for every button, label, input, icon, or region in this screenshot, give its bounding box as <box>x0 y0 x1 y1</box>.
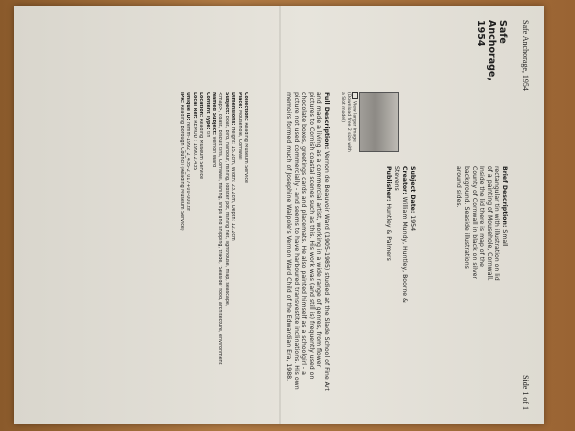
brief-description <box>455 166 508 282</box>
detail-label: Collection: <box>243 92 248 121</box>
meta-row <box>408 166 416 316</box>
detail-value: Reading Museum Service <box>243 122 248 183</box>
detail-row <box>184 92 190 392</box>
detail-value: Reading Borough Council (Reading Museum Service) <box>178 104 184 231</box>
detail-value: REMOD : 1990.2.435 <box>191 120 197 171</box>
page-header-title: Safe Anchorage, 1954 <box>521 20 530 91</box>
detail-row <box>235 92 241 392</box>
detail-label: Subject: <box>223 92 229 115</box>
detail-row <box>203 92 209 392</box>
meta-row <box>392 166 408 316</box>
detail-value: tin <box>204 131 210 138</box>
full-description <box>284 92 330 392</box>
page-header-page-number: Side 1 of 1 <box>521 375 530 410</box>
detail-label: Dimensions: <box>230 92 236 126</box>
meta-label: Subject Date: <box>409 166 416 214</box>
detail-row <box>229 92 235 392</box>
detail-row <box>222 92 228 392</box>
detail-label: Location: <box>198 92 204 117</box>
brief-description-label: Brief Description: <box>501 166 508 228</box>
thumbnail-caption-text: View larger image (Download free 2 size with a Slot model) <box>340 92 357 152</box>
detail-value: boat, bird, harbour, fishing, lobster pot, fishing net, lighthouse, map, seascape, <box>223 115 229 307</box>
detail-value: Vernon Ward <box>210 136 216 168</box>
document-sheet <box>14 6 544 424</box>
detail-label: Unique ID: <box>185 92 191 121</box>
detail-label: IPR: <box>178 92 184 103</box>
thumbnail-caption[interactable] <box>340 92 358 156</box>
detail-label: Named Subject: <box>210 92 216 135</box>
meta-value: Huntley & Palmers <box>385 203 392 261</box>
brief-description-text: Small rectangular tin with illustration on lid of a painting of Mousehole, Cornwall. Inside the lid there is map of the County of Cornwall in black on silver background. Seaside illustrations around sides. <box>455 166 508 281</box>
meta-value: 1954 <box>409 215 416 232</box>
full-description-text: Vernon de Beauvoir Ward (1905-1985) studied at the Slade School of Fine Art and made a living as a commercial artist, working in a wide range of genres, from flower pictures to Cornish coastal scenes such as this. His work was (and still is) frequently used on chocolate boxes, greetings cards and placemats. He also painted himself as a schoolgirl - a picture not used commercially - and seems to have harboured transvestite inclinations. His own memoirs formed much of Josephine Walpole's Vernon Ward Child of the Edwardian Era, 1988. <box>285 92 330 391</box>
detail-value: <map>, coast, biscuit tins, Cornwall, fishing, ships and shipping, trade, 'Seaside' food, architecture, environment <box>217 92 223 365</box>
enlarge-icon <box>352 92 358 99</box>
document-page <box>14 6 544 424</box>
meta-label: Publisher: <box>385 166 392 202</box>
meta-value: William Mundy, Huntley, Boorne & Stevens <box>393 166 408 303</box>
meta-label: Creator: <box>401 166 408 195</box>
detail-label: Place: <box>236 92 242 109</box>
detail-value: Height: 15.2cm, Width: 23.2cm, Depth: 12.2cm <box>230 126 236 241</box>
metadata-block <box>384 166 416 316</box>
thumbnail-image[interactable] <box>359 92 399 152</box>
detail-row <box>178 92 184 392</box>
full-description-label: Full Description: <box>323 92 330 150</box>
detail-row <box>197 92 203 392</box>
detail-row <box>242 92 248 392</box>
detail-value: remm-1992_2_435-2_017+00-000.tif <box>185 121 191 211</box>
detail-value: Reading Museum Service <box>198 118 204 180</box>
detail-row <box>216 92 222 392</box>
detail-value: Mousehole, Cornwall <box>236 109 242 160</box>
detail-label: Local Ref: <box>191 92 197 119</box>
meta-row <box>384 166 392 316</box>
detail-label: Content Type: <box>204 92 210 130</box>
detail-row <box>190 92 196 392</box>
details-block <box>178 92 248 392</box>
page-title: Safe Anchorage, 1954 <box>475 20 508 81</box>
